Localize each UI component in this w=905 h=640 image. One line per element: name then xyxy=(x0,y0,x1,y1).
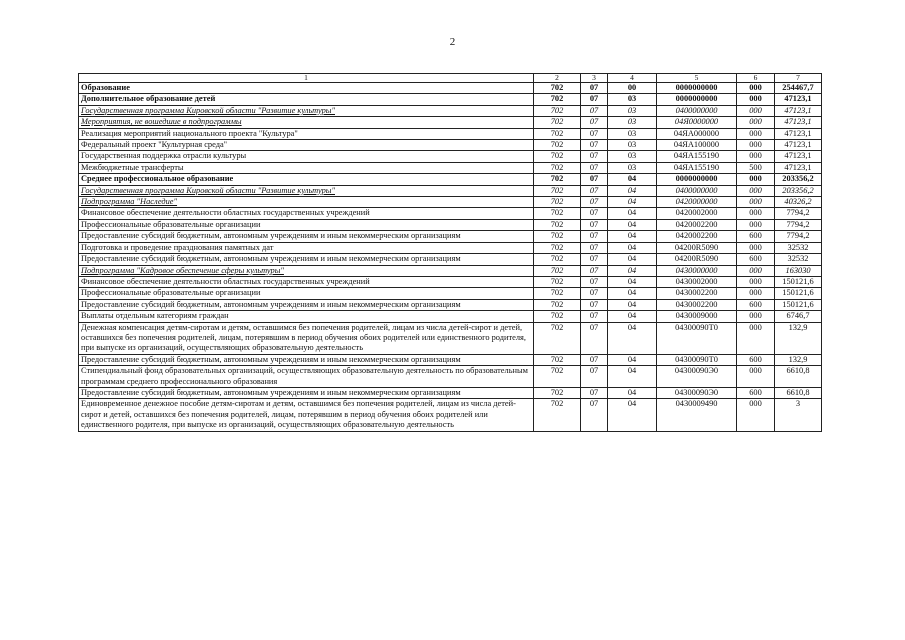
target-article-code-cell: 0420002200 xyxy=(657,231,737,242)
subsection-code-cell: 04 xyxy=(608,354,657,365)
section-code-cell: 07 xyxy=(581,219,608,230)
row-name-cell: Предоставление субсидий бюджетным, автономным учреждениям и иным некоммерческим организациям xyxy=(79,299,534,310)
section-code-cell: 07 xyxy=(581,185,608,196)
subsection-code-cell: 04 xyxy=(608,265,657,276)
ministry-code-cell: 702 xyxy=(534,366,581,388)
target-article-code-cell: 04ЯА155190 xyxy=(657,162,737,173)
column-header: 7 xyxy=(775,74,822,83)
row-name-cell: Стипендиальный фонд образовательных организаций, осуществляющих образовательную деятельность по образовательным программам среднего профессионального образования xyxy=(79,366,534,388)
expense-type-code-cell: 000 xyxy=(737,174,775,185)
target-article-code-cell: 04ЯА155190 xyxy=(657,151,737,162)
table-row xyxy=(79,231,822,242)
page-number: 2 xyxy=(449,36,456,48)
expense-type-code-cell: 000 xyxy=(737,322,775,354)
subsection-code-cell: 03 xyxy=(608,128,657,139)
section-code-cell: 07 xyxy=(581,276,608,287)
table-row xyxy=(79,174,822,185)
subsection-code-cell: 04 xyxy=(608,387,657,398)
target-article-code-cell: 0400000000 xyxy=(657,105,737,116)
expense-type-code-cell: 000 xyxy=(737,140,775,151)
subsection-code-cell: 04 xyxy=(608,231,657,242)
amount-cell: 47123,1 xyxy=(775,105,822,116)
expense-type-code-cell: 600 xyxy=(737,299,775,310)
row-name-cell: Государственная поддержка отрасли культуры xyxy=(79,151,534,162)
section-code-cell: 07 xyxy=(581,208,608,219)
amount-cell: 32532 xyxy=(775,242,822,253)
row-name-cell: Денежная компенсация детям-сиротам и детям, оставшимся без попечения родителей, лицам из числа детей-сирот и детей, оставшихся без попечения родителей, лицам, потерявшим в период обучения обоих родителей или единственного родителя, при выпуске из организаций, осуществляющих образовательную деятельность xyxy=(79,322,534,354)
table-row xyxy=(79,117,822,128)
ministry-code-cell: 702 xyxy=(534,354,581,365)
row-name-cell: Финансовое обеспечение деятельности областных государственных учреждений xyxy=(79,208,534,219)
table-row xyxy=(79,288,822,299)
amount-cell: 150121,6 xyxy=(775,288,822,299)
ministry-code-cell: 702 xyxy=(534,219,581,230)
ministry-code-cell: 702 xyxy=(534,254,581,265)
subsection-code-cell: 03 xyxy=(608,140,657,151)
ministry-code-cell: 702 xyxy=(534,231,581,242)
expense-type-code-cell: 000 xyxy=(737,151,775,162)
subsection-code-cell: 04 xyxy=(608,276,657,287)
subsection-code-cell: 04 xyxy=(608,242,657,253)
table-row xyxy=(79,83,822,94)
expense-type-code-cell: 000 xyxy=(737,128,775,139)
ministry-code-cell: 702 xyxy=(534,94,581,105)
amount-cell: 47123,1 xyxy=(775,117,822,128)
table-row xyxy=(79,354,822,365)
section-code-cell: 07 xyxy=(581,366,608,388)
ministry-code-cell: 702 xyxy=(534,105,581,116)
target-article-code-cell: 04ЯА000000 xyxy=(657,128,737,139)
expense-type-code-cell: 000 xyxy=(737,197,775,208)
subsection-code-cell: 04 xyxy=(608,219,657,230)
table-row xyxy=(79,151,822,162)
expense-type-code-cell: 000 xyxy=(737,94,775,105)
subsection-code-cell: 00 xyxy=(608,83,657,94)
amount-cell: 6746,7 xyxy=(775,311,822,322)
expense-type-code-cell: 000 xyxy=(737,242,775,253)
section-code-cell: 07 xyxy=(581,288,608,299)
table-row xyxy=(79,242,822,253)
row-name-cell: Дополнительное образование детей xyxy=(79,94,534,105)
table-header-row xyxy=(79,74,822,83)
amount-cell: 6610,8 xyxy=(775,387,822,398)
expense-type-code-cell: 600 xyxy=(737,231,775,242)
target-article-code-cell: 04300090Э0 xyxy=(657,387,737,398)
table-row xyxy=(79,162,822,173)
section-code-cell: 07 xyxy=(581,311,608,322)
row-name-cell: Профессиональные образовательные организации xyxy=(79,219,534,230)
column-header: 4 xyxy=(608,74,657,83)
row-name-cell: Финансовое обеспечение деятельности областных государственных учреждений xyxy=(79,276,534,287)
table-row xyxy=(79,94,822,105)
target-article-code-cell: 0000000000 xyxy=(657,83,737,94)
amount-cell: 47123,1 xyxy=(775,94,822,105)
amount-cell: 6610,8 xyxy=(775,366,822,388)
column-header: 6 xyxy=(737,74,775,83)
target-article-code-cell: 0430000000 xyxy=(657,265,737,276)
section-code-cell: 07 xyxy=(581,299,608,310)
target-article-code-cell: 0430009490 xyxy=(657,399,737,431)
section-code-cell: 07 xyxy=(581,231,608,242)
target-article-code-cell: 0430009000 xyxy=(657,311,737,322)
row-name-cell: Среднее профессиональное образование xyxy=(79,174,534,185)
table-row xyxy=(79,265,822,276)
section-code-cell: 07 xyxy=(581,151,608,162)
section-code-cell: 07 xyxy=(581,197,608,208)
ministry-code-cell: 702 xyxy=(534,322,581,354)
ministry-code-cell: 702 xyxy=(534,265,581,276)
amount-cell: 47123,1 xyxy=(775,140,822,151)
column-header: 5 xyxy=(657,74,737,83)
section-code-cell: 07 xyxy=(581,105,608,116)
expense-type-code-cell: 000 xyxy=(737,311,775,322)
amount-cell: 3 xyxy=(775,399,822,431)
column-header: 2 xyxy=(534,74,581,83)
subsection-code-cell: 03 xyxy=(608,105,657,116)
ministry-code-cell: 702 xyxy=(534,242,581,253)
subsection-code-cell: 04 xyxy=(608,322,657,354)
ministry-code-cell: 702 xyxy=(534,399,581,431)
target-article-code-cell: 0430002200 xyxy=(657,288,737,299)
table-row xyxy=(79,105,822,116)
section-code-cell: 07 xyxy=(581,265,608,276)
expense-type-code-cell: 000 xyxy=(737,366,775,388)
amount-cell: 254467,7 xyxy=(775,83,822,94)
ministry-code-cell: 702 xyxy=(534,151,581,162)
subsection-code-cell: 03 xyxy=(608,151,657,162)
ministry-code-cell: 702 xyxy=(534,174,581,185)
expense-type-code-cell: 000 xyxy=(737,83,775,94)
amount-cell: 32532 xyxy=(775,254,822,265)
amount-cell: 47123,1 xyxy=(775,128,822,139)
subsection-code-cell: 04 xyxy=(608,366,657,388)
table-row xyxy=(79,140,822,151)
row-name-cell: Предоставление субсидий бюджетным, автономным учреждениям и иным некоммерческим организациям xyxy=(79,254,534,265)
section-code-cell: 07 xyxy=(581,354,608,365)
row-name-cell: Выплаты отдельным категориям граждан xyxy=(79,311,534,322)
amount-cell: 7794,2 xyxy=(775,208,822,219)
amount-cell: 132,9 xyxy=(775,354,822,365)
target-article-code-cell: 04200R5090 xyxy=(657,242,737,253)
budget-table xyxy=(78,73,822,432)
table-row xyxy=(79,254,822,265)
amount-cell: 203356,2 xyxy=(775,185,822,196)
expense-type-code-cell: 000 xyxy=(737,105,775,116)
target-article-code-cell: 0430002200 xyxy=(657,299,737,310)
ministry-code-cell: 702 xyxy=(534,185,581,196)
section-code-cell: 07 xyxy=(581,254,608,265)
row-name-cell: Реализация мероприятий национального проекта "Культура" xyxy=(79,128,534,139)
row-name-cell: Единовременное денежное пособие детям-сиротам и детям, оставшимся без попечения родителей, лицам из числа детей-сирот и детей, оставшихся без попечения родителей, лицам, потерявшим в период обучения обоих родителей или единственного родителя, при выпуске из организаций, осуществляющих образовательную деятельность xyxy=(79,399,534,431)
target-article-code-cell: 04300090Э0 xyxy=(657,366,737,388)
expense-type-code-cell: 000 xyxy=(737,219,775,230)
target-article-code-cell: 04Я0000000 xyxy=(657,117,737,128)
table-row xyxy=(79,128,822,139)
expense-type-code-cell: 000 xyxy=(737,399,775,431)
amount-cell: 150121,6 xyxy=(775,276,822,287)
table-row xyxy=(79,276,822,287)
expense-type-code-cell: 000 xyxy=(737,117,775,128)
expense-type-code-cell: 000 xyxy=(737,208,775,219)
ministry-code-cell: 702 xyxy=(534,197,581,208)
table-row xyxy=(79,219,822,230)
table-row xyxy=(79,387,822,398)
amount-cell: 47123,1 xyxy=(775,151,822,162)
amount-cell: 47123,1 xyxy=(775,162,822,173)
column-header: 1 xyxy=(79,74,534,83)
section-code-cell: 07 xyxy=(581,322,608,354)
table-row xyxy=(79,299,822,310)
ministry-code-cell: 702 xyxy=(534,288,581,299)
column-header: 3 xyxy=(581,74,608,83)
amount-cell: 203356,2 xyxy=(775,174,822,185)
section-code-cell: 07 xyxy=(581,117,608,128)
table-row xyxy=(79,399,822,431)
row-name-cell: Подготовка и проведение празднования памятных дат xyxy=(79,242,534,253)
row-name-cell: Подпрограмма "Наследие" xyxy=(79,197,534,208)
target-article-code-cell: 0000000000 xyxy=(657,94,737,105)
table-row xyxy=(79,197,822,208)
row-name-cell: Мероприятия, не вошедшие в подпрограммы xyxy=(79,117,534,128)
ministry-code-cell: 702 xyxy=(534,299,581,310)
row-name-cell: Предоставление субсидий бюджетным, автономным учреждениям и иным некоммерческим организациям xyxy=(79,231,534,242)
section-code-cell: 07 xyxy=(581,94,608,105)
ministry-code-cell: 702 xyxy=(534,140,581,151)
expense-type-code-cell: 600 xyxy=(737,387,775,398)
row-name-cell: Федеральный проект "Культурная среда" xyxy=(79,140,534,151)
table-row xyxy=(79,185,822,196)
subsection-code-cell: 04 xyxy=(608,174,657,185)
table-row xyxy=(79,322,822,354)
ministry-code-cell: 702 xyxy=(534,162,581,173)
section-code-cell: 07 xyxy=(581,387,608,398)
subsection-code-cell: 04 xyxy=(608,254,657,265)
section-code-cell: 07 xyxy=(581,128,608,139)
target-article-code-cell: 0400000000 xyxy=(657,185,737,196)
amount-cell: 163030 xyxy=(775,265,822,276)
table-row xyxy=(79,366,822,388)
amount-cell: 132,9 xyxy=(775,322,822,354)
subsection-code-cell: 04 xyxy=(608,299,657,310)
section-code-cell: 07 xyxy=(581,83,608,94)
table-row xyxy=(79,311,822,322)
section-code-cell: 07 xyxy=(581,140,608,151)
row-name-cell: Государственная программа Кировской области "Развитие культуры" xyxy=(79,185,534,196)
target-article-code-cell: 0420002200 xyxy=(657,219,737,230)
amount-cell: 150121,6 xyxy=(775,299,822,310)
ministry-code-cell: 702 xyxy=(534,387,581,398)
expense-type-code-cell: 000 xyxy=(737,185,775,196)
ministry-code-cell: 702 xyxy=(534,83,581,94)
target-article-code-cell: 04200R5090 xyxy=(657,254,737,265)
target-article-code-cell: 04300090Т0 xyxy=(657,354,737,365)
row-name-cell: Предоставление субсидий бюджетным, автономным учреждениям и иным некоммерческим организациям xyxy=(79,387,534,398)
subsection-code-cell: 03 xyxy=(608,117,657,128)
amount-cell: 7794,2 xyxy=(775,231,822,242)
row-name-cell: Образование xyxy=(79,83,534,94)
table-row xyxy=(79,208,822,219)
subsection-code-cell: 04 xyxy=(608,197,657,208)
section-code-cell: 07 xyxy=(581,162,608,173)
target-article-code-cell: 0000000000 xyxy=(657,174,737,185)
amount-cell: 7794,2 xyxy=(775,219,822,230)
expense-type-code-cell: 000 xyxy=(737,276,775,287)
section-code-cell: 07 xyxy=(581,242,608,253)
target-article-code-cell: 04300090Т0 xyxy=(657,322,737,354)
target-article-code-cell: 04ЯА100000 xyxy=(657,140,737,151)
row-name-cell: Межбюджетные трансферты xyxy=(79,162,534,173)
subsection-code-cell: 04 xyxy=(608,288,657,299)
subsection-code-cell: 04 xyxy=(608,399,657,431)
amount-cell: 40326,2 xyxy=(775,197,822,208)
row-name-cell: Профессиональные образовательные организации xyxy=(79,288,534,299)
expense-type-code-cell: 000 xyxy=(737,265,775,276)
row-name-cell: Предоставление субсидий бюджетным, автономным учреждениям и иным некоммерческим организациям xyxy=(79,354,534,365)
subsection-code-cell: 04 xyxy=(608,185,657,196)
subsection-code-cell: 03 xyxy=(608,162,657,173)
section-code-cell: 07 xyxy=(581,399,608,431)
ministry-code-cell: 702 xyxy=(534,208,581,219)
ministry-code-cell: 702 xyxy=(534,128,581,139)
expense-type-code-cell: 500 xyxy=(737,162,775,173)
row-name-cell: Подпрограмма "Кадровое обеспечение сферы культуры" xyxy=(79,265,534,276)
section-code-cell: 07 xyxy=(581,174,608,185)
expense-type-code-cell: 600 xyxy=(737,254,775,265)
ministry-code-cell: 702 xyxy=(534,117,581,128)
target-article-code-cell: 0430002000 xyxy=(657,276,737,287)
subsection-code-cell: 04 xyxy=(608,311,657,322)
subsection-code-cell: 04 xyxy=(608,208,657,219)
expense-type-code-cell: 600 xyxy=(737,354,775,365)
target-article-code-cell: 0420002000 xyxy=(657,208,737,219)
ministry-code-cell: 702 xyxy=(534,311,581,322)
expense-type-code-cell: 000 xyxy=(737,288,775,299)
subsection-code-cell: 03 xyxy=(608,94,657,105)
row-name-cell: Государственная программа Кировской области "Развитие культуры" xyxy=(79,105,534,116)
target-article-code-cell: 0420000000 xyxy=(657,197,737,208)
ministry-code-cell: 702 xyxy=(534,276,581,287)
